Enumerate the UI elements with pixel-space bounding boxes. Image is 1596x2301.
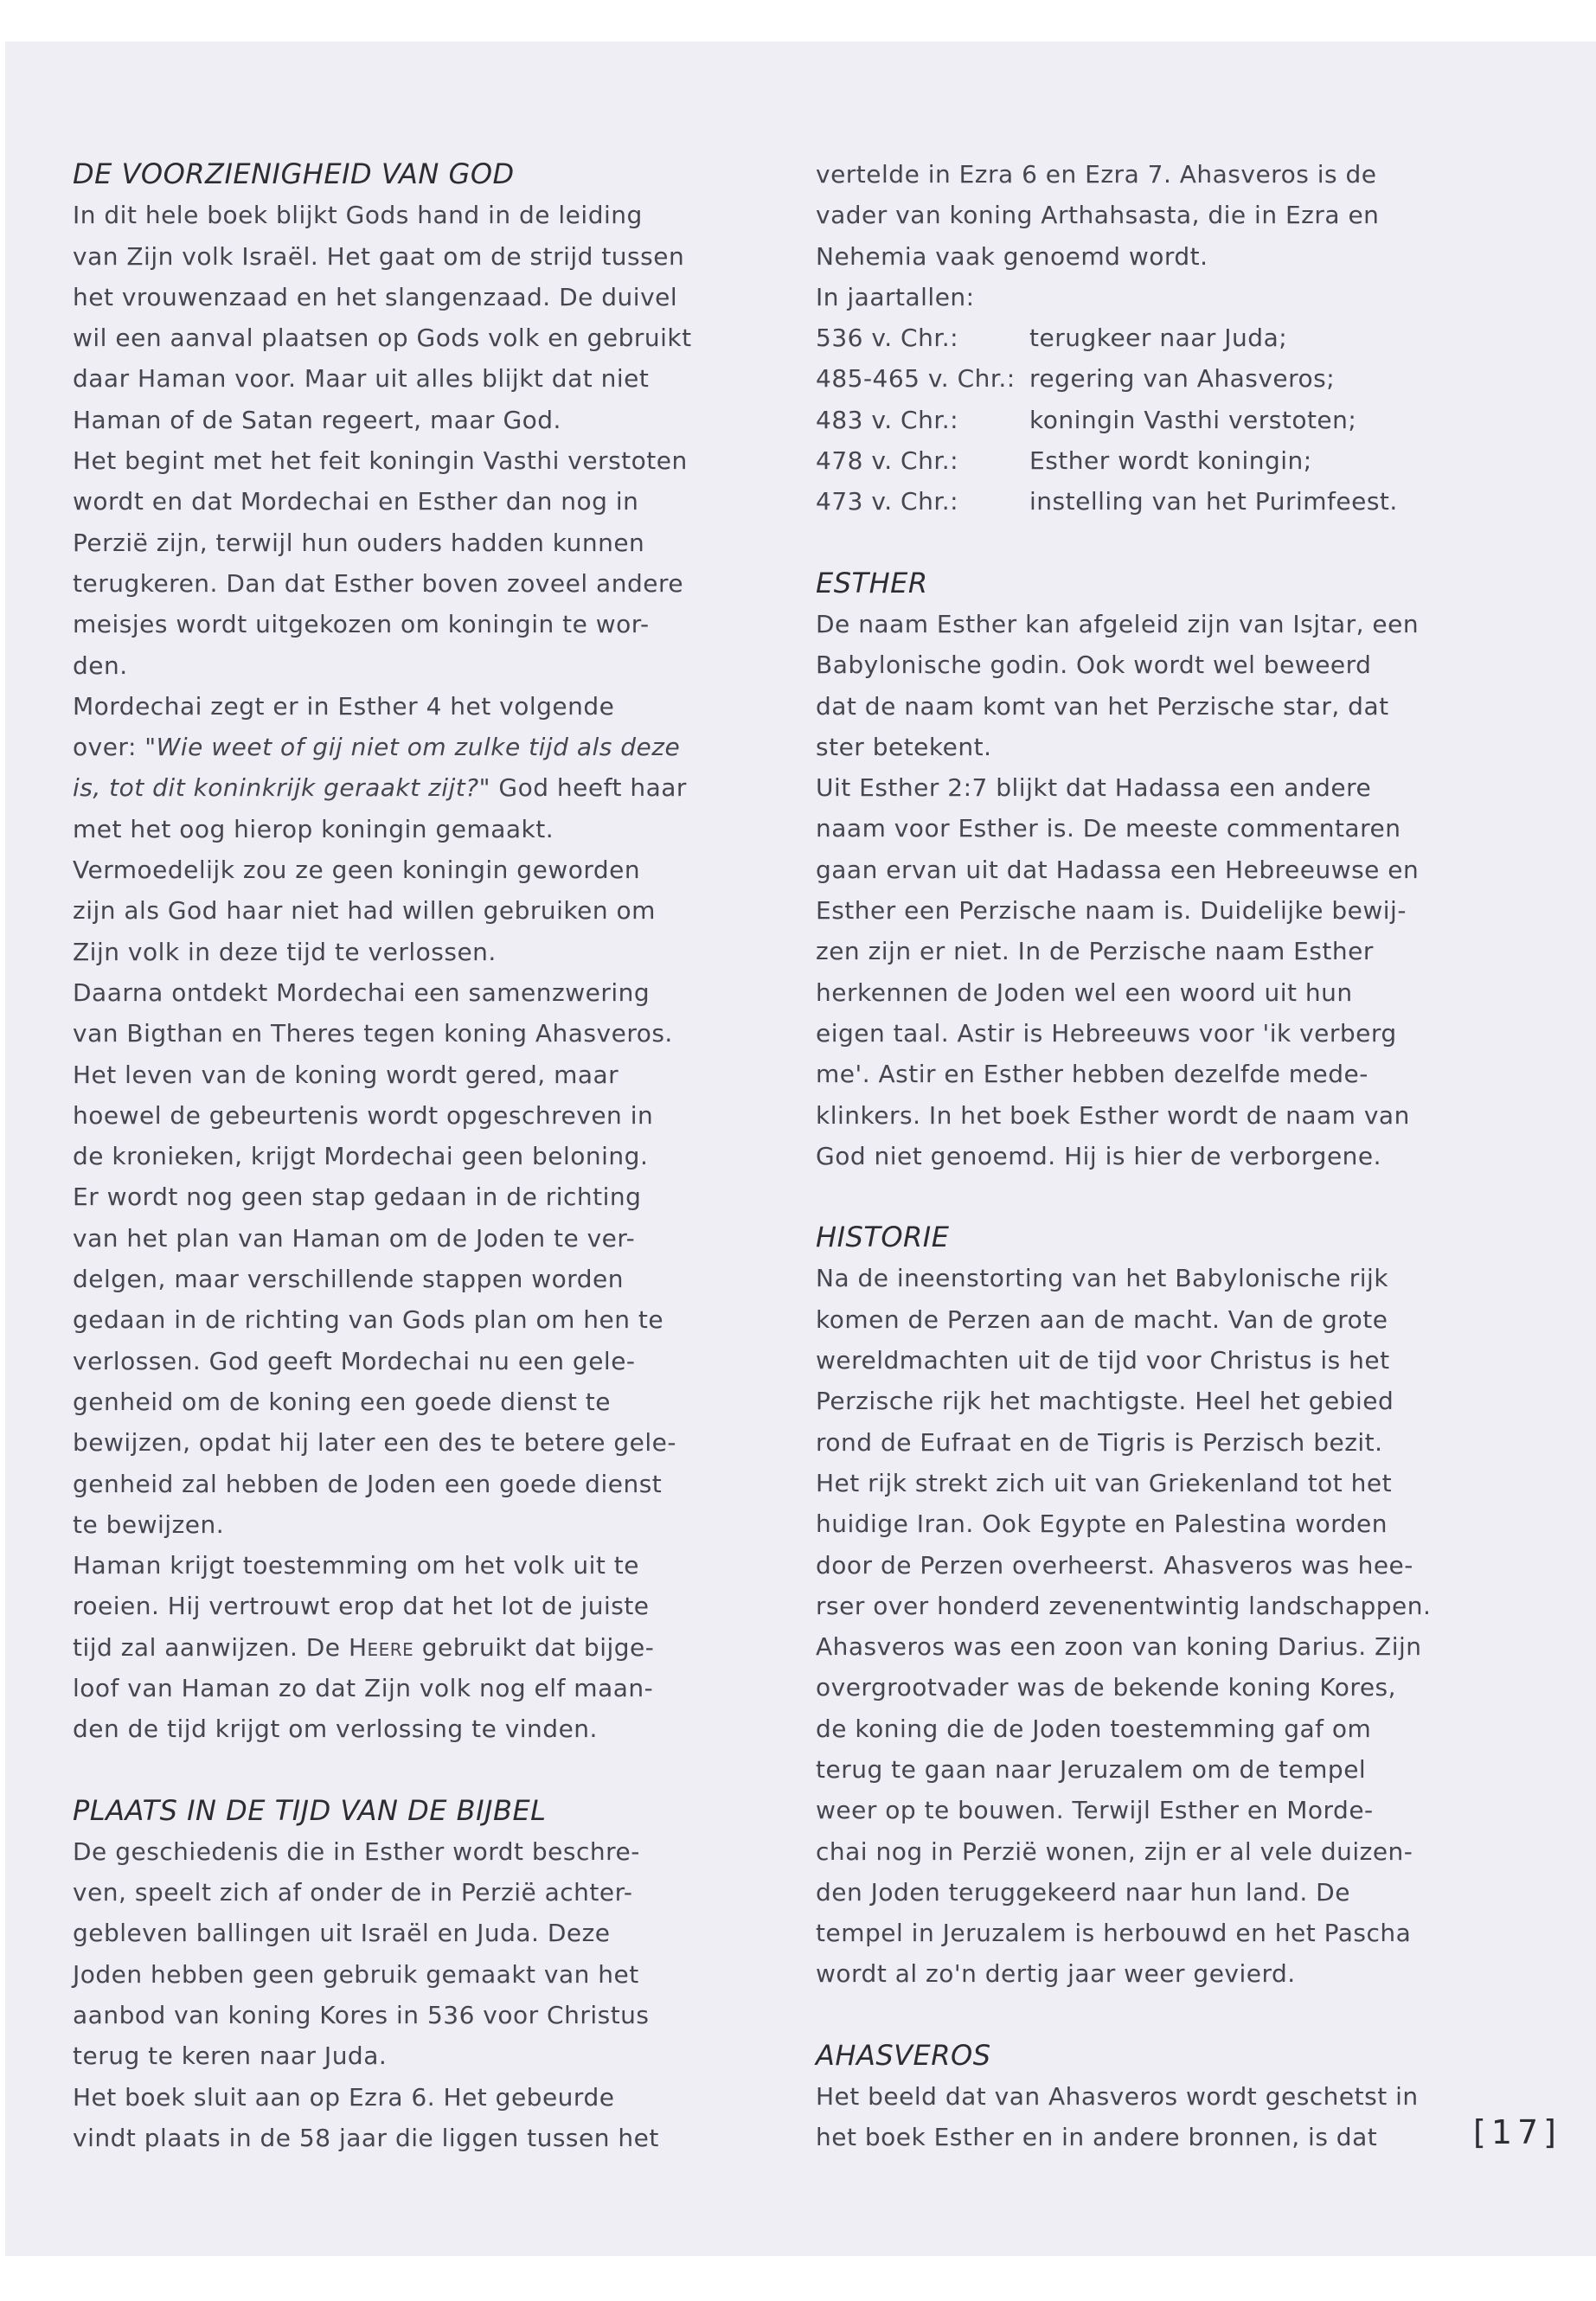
text-line: hoewel de gebeurtenis wordt opgeschreven in <box>73 1100 654 1130</box>
text-line: tempel in Jeruzalem is herbouwd en het Pascha <box>816 1919 1412 1948</box>
text-line: genheid zal hebben de Joden een goede dienst <box>73 1469 663 1498</box>
timeline-year: 485-465 v. Chr.: <box>816 364 1016 394</box>
text-line: zen zijn er niet. In de Perzische naam Esther <box>816 937 1374 966</box>
section-spacer <box>816 1176 1456 1217</box>
text-line: terug te keren naar Juda. <box>73 2041 388 2071</box>
text-line: Het rijk strekt zich uit van Griekenland tot het <box>816 1468 1393 1497</box>
heading-voorzienigheid: DE VOORZIENIGHEID VAN GOD <box>73 157 515 190</box>
timeline-event: koningin Vasthi verstoten; <box>1029 405 1357 434</box>
text-line: Haman of de Satan regeert, maar God. <box>73 405 561 434</box>
text-line: klinkers. In het boek Esther wordt de naam van <box>816 1100 1410 1130</box>
text-line: bewijzen, opdat hij later een des te betere gele- <box>73 1428 676 1458</box>
text-line: Vermoedelijk zou ze geen koningin geworden <box>73 856 641 885</box>
text-line: gebleven ballingen uit Israël en Juda. Deze <box>73 1919 611 1948</box>
text-line: Ahasveros was een zoon van koning Darius. Zijn <box>816 1632 1422 1662</box>
section-spacer <box>816 1995 1456 2035</box>
text-line: Perzische rijk het machtigste. Heel het gebied <box>816 1387 1394 1416</box>
timeline-year: 473 v. Chr.: <box>816 487 959 516</box>
timeline-year: 478 v. Chr.: <box>816 446 959 476</box>
text-line: wil een aanval plaatsen op Gods volk en gebruikt <box>73 324 692 353</box>
quote-suffix: God heeft haar <box>490 773 687 803</box>
text-line: Uit Esther 2:7 blijkt dat Hadassa een andere <box>816 773 1372 803</box>
text-line: rser over honderd zevenentwintig landschappen. <box>816 1591 1432 1620</box>
text-line: ster betekent. <box>816 732 992 761</box>
text-line: De naam Esther kan afgeleid zijn van Isjtar, een <box>816 609 1420 638</box>
quote-text: is, tot dit koninkrijk geraakt zijt?" <box>73 773 491 803</box>
page-number: [17] <box>1473 2113 1562 2151</box>
text-line: Het beeld dat van Ahasveros wordt geschetst in <box>816 2082 1419 2112</box>
text-line: De geschiedenis die in Esther wordt beschre- <box>73 1836 640 1866</box>
timeline-event: instelling van het Purimfeest. <box>1029 487 1398 516</box>
text-line: Het boek sluit aan op Ezra 6. Het gebeurde <box>73 2082 615 2112</box>
text-line: Nehemia vaak genoemd wordt. <box>816 241 1208 271</box>
text-line: komen de Perzen aan de macht. Van de grote <box>816 1304 1388 1334</box>
section-ahasveros-text <box>816 2076 1456 2158</box>
text-line: herkennen de Joden wel een woord uit hun <box>816 977 1353 1007</box>
text-line: Esther een Perzische naam is. Duidelijke bewij- <box>816 896 1407 926</box>
quote-line <box>73 767 713 808</box>
text-line: weer op te bouwen. Terwijl Esther en Morde- <box>816 1796 1374 1825</box>
text-line: terugkeren. Dan dat Esther boven zoveel andere <box>73 568 684 598</box>
text-line: wereldmachten uit de tijd voor Christus is het <box>816 1346 1390 1375</box>
text-line: Daarna ontdekt Mordechai een samenzwering <box>73 977 651 1007</box>
timeline-event: Esther wordt koningin; <box>1029 446 1312 476</box>
text-line: Het begint met het feit koningin Vasthi verstoten <box>73 446 688 476</box>
heere-prefix: tijd zal aanwijzen. De <box>73 1632 349 1662</box>
text-line: gaan ervan uit dat Hadassa een Hebreeuwse en <box>816 855 1420 884</box>
text-line: rond de Eufraat en de Tigris is Perzisch bezit. <box>816 1427 1383 1457</box>
text-line: God niet genoemd. Hij is hier de verborgene. <box>816 1141 1382 1170</box>
text-line: Mordechai zegt er in Esther 4 het volgende <box>73 691 615 721</box>
text-line: Er wordt nog geen stap gedaan in de richting <box>73 1183 642 1212</box>
text-line: vader van koning Arthahsasta, die in Ezra en <box>816 201 1380 230</box>
timeline-year: 536 v. Chr.: <box>816 324 959 353</box>
text-line: den de tijd krijgt om verlossing te vinden. <box>73 1715 598 1744</box>
quote-prefix: over: <box>73 733 145 762</box>
text-line: ven, speelt zich af onder de in Perzië achter- <box>73 1878 633 1907</box>
section-esther-text <box>816 604 1456 1176</box>
text-line: terug te gaan naar Jeruzalem om de tempel <box>816 1754 1367 1784</box>
text-line: In dit hele boek blijkt Gods hand in de leiding <box>73 201 643 230</box>
text-line: Babylonische godin. Ook wordt wel beweerd <box>816 651 1372 680</box>
text-line: overgrootvader was de bekende koning Kores, <box>816 1673 1397 1702</box>
text-line: Na de ineenstorting van het Babylonische rijk <box>816 1264 1389 1293</box>
text-line: Perzië zijn, terwijl hun ouders hadden kunnen <box>73 528 645 557</box>
heading-ahasveros: AHASVEROS <box>816 2038 991 2072</box>
text-line: meisjes wordt uitgekozen om koningin te wor- <box>73 610 650 639</box>
text-line: aanbod van koning Kores in 536 voor Christus <box>73 2001 650 2030</box>
text-line: huidige Iran. Ook Egypte en Palestina worden <box>816 1509 1388 1539</box>
text-line: In jaartallen: <box>816 282 975 311</box>
text-line: met het oog hierop koningin gemaakt. <box>73 814 554 843</box>
timeline-event: regering van Ahasveros; <box>1029 364 1336 394</box>
text-line: dat de naam komt van het Perzische star, dat <box>816 691 1389 721</box>
section-historie-text <box>816 1258 1456 1994</box>
section-spacer <box>816 522 1456 563</box>
book-page <box>5 42 1596 2256</box>
text-line: vertelde in Ezra 6 en Ezra 7. Ahasveros is de <box>816 160 1377 189</box>
text-line: het vrouwenzaad en het slangenzaad. De duivel <box>73 282 678 311</box>
text-line: Zijn volk in deze tijd te verlossen. <box>73 937 497 966</box>
text-line: de koning die de Joden toestemming gaf om <box>816 1714 1372 1743</box>
section-spacer <box>73 1750 713 1791</box>
text-line: eigen taal. Astir is Hebreeuws voor 'ik verberg <box>816 1018 1397 1048</box>
text-line: den. <box>73 651 128 680</box>
heading-esther: ESTHER <box>816 566 928 599</box>
text-line: naam voor Esther is. De meeste commentaren <box>816 814 1401 843</box>
text-line: vindt plaats in de 58 jaar die liggen tussen het <box>73 2123 659 2152</box>
heading-historie: HISTORIE <box>816 1221 950 1254</box>
text-line: genheid om de koning een goede dienst te <box>73 1387 611 1416</box>
text-line: te bewijzen. <box>73 1509 225 1539</box>
section-intro-text <box>816 154 1456 317</box>
section-plaats-text <box>73 1831 713 2158</box>
text-line: roeien. Hij vertrouwt erop dat het lot de juiste <box>73 1592 650 1621</box>
heere-word: Heere <box>348 1632 414 1662</box>
right-column <box>816 154 1456 2158</box>
text-line: de kronieken, krijgt Mordechai geen beloning. <box>73 1142 649 1171</box>
heere-line <box>73 1627 713 1668</box>
text-line: van Bigthan en Theres tegen koning Ahasveros. <box>73 1019 673 1048</box>
text-line: zijn als God haar niet had willen gebruiken om <box>73 896 656 926</box>
timeline-year: 483 v. Chr.: <box>816 405 959 434</box>
text-line: gedaan in de richting van Gods plan om hen te <box>73 1305 664 1335</box>
text-line: door de Perzen overheerst. Ahasveros was hee- <box>816 1550 1413 1580</box>
text-line: wordt en dat Mordechai en Esther dan nog in <box>73 487 639 516</box>
text-line: verlossen. God geeft Mordechai nu een gele- <box>73 1346 636 1375</box>
text-line: me'. Astir en Esther hebben dezelfde mede- <box>816 1060 1368 1089</box>
text-line: wordt al zo'n dertig jaar weer gevierd. <box>816 1959 1296 1989</box>
text-line: van het plan van Haman om de Joden te ver- <box>73 1223 636 1253</box>
text-line: van Zijn volk Israël. Het gaat om de strijd tussen <box>73 241 685 271</box>
timeline-event: terugkeer naar Juda; <box>1029 324 1288 353</box>
text-line: het boek Esther en in andere bronnen, is dat <box>816 2123 1378 2152</box>
quote-line <box>73 727 713 767</box>
text-line: loof van Haman zo dat Zijn volk nog elf maan- <box>73 1673 654 1702</box>
text-line: chai nog in Perzië wonen, zijn er al vele duizen- <box>816 1836 1413 1866</box>
text-line: daar Haman voor. Maar uit alles blijkt dat niet <box>73 364 650 394</box>
timeline-table <box>816 317 1456 522</box>
heading-plaats: PLAATS IN DE TIJD VAN DE BIJBEL <box>73 1793 547 1827</box>
text-line: delgen, maar verschillende stappen worden <box>73 1265 625 1294</box>
text-line: Joden hebben geen gebruik gemaakt van het <box>73 1959 639 1989</box>
quote-text: "Wie weet of gij niet om zulke tijd als deze <box>144 733 681 762</box>
text-line: Het leven van de koning wordt gered, maar <box>73 1060 619 1089</box>
text-line: den Joden teruggekeerd naar hun land. De <box>816 1877 1350 1907</box>
text-line: Haman krijgt toestemming om het volk uit te <box>73 1551 639 1580</box>
heere-suffix: gebruikt dat bijge- <box>413 1632 655 1662</box>
left-column <box>73 154 713 2158</box>
section-voorzienigheid-text <box>73 195 713 1749</box>
